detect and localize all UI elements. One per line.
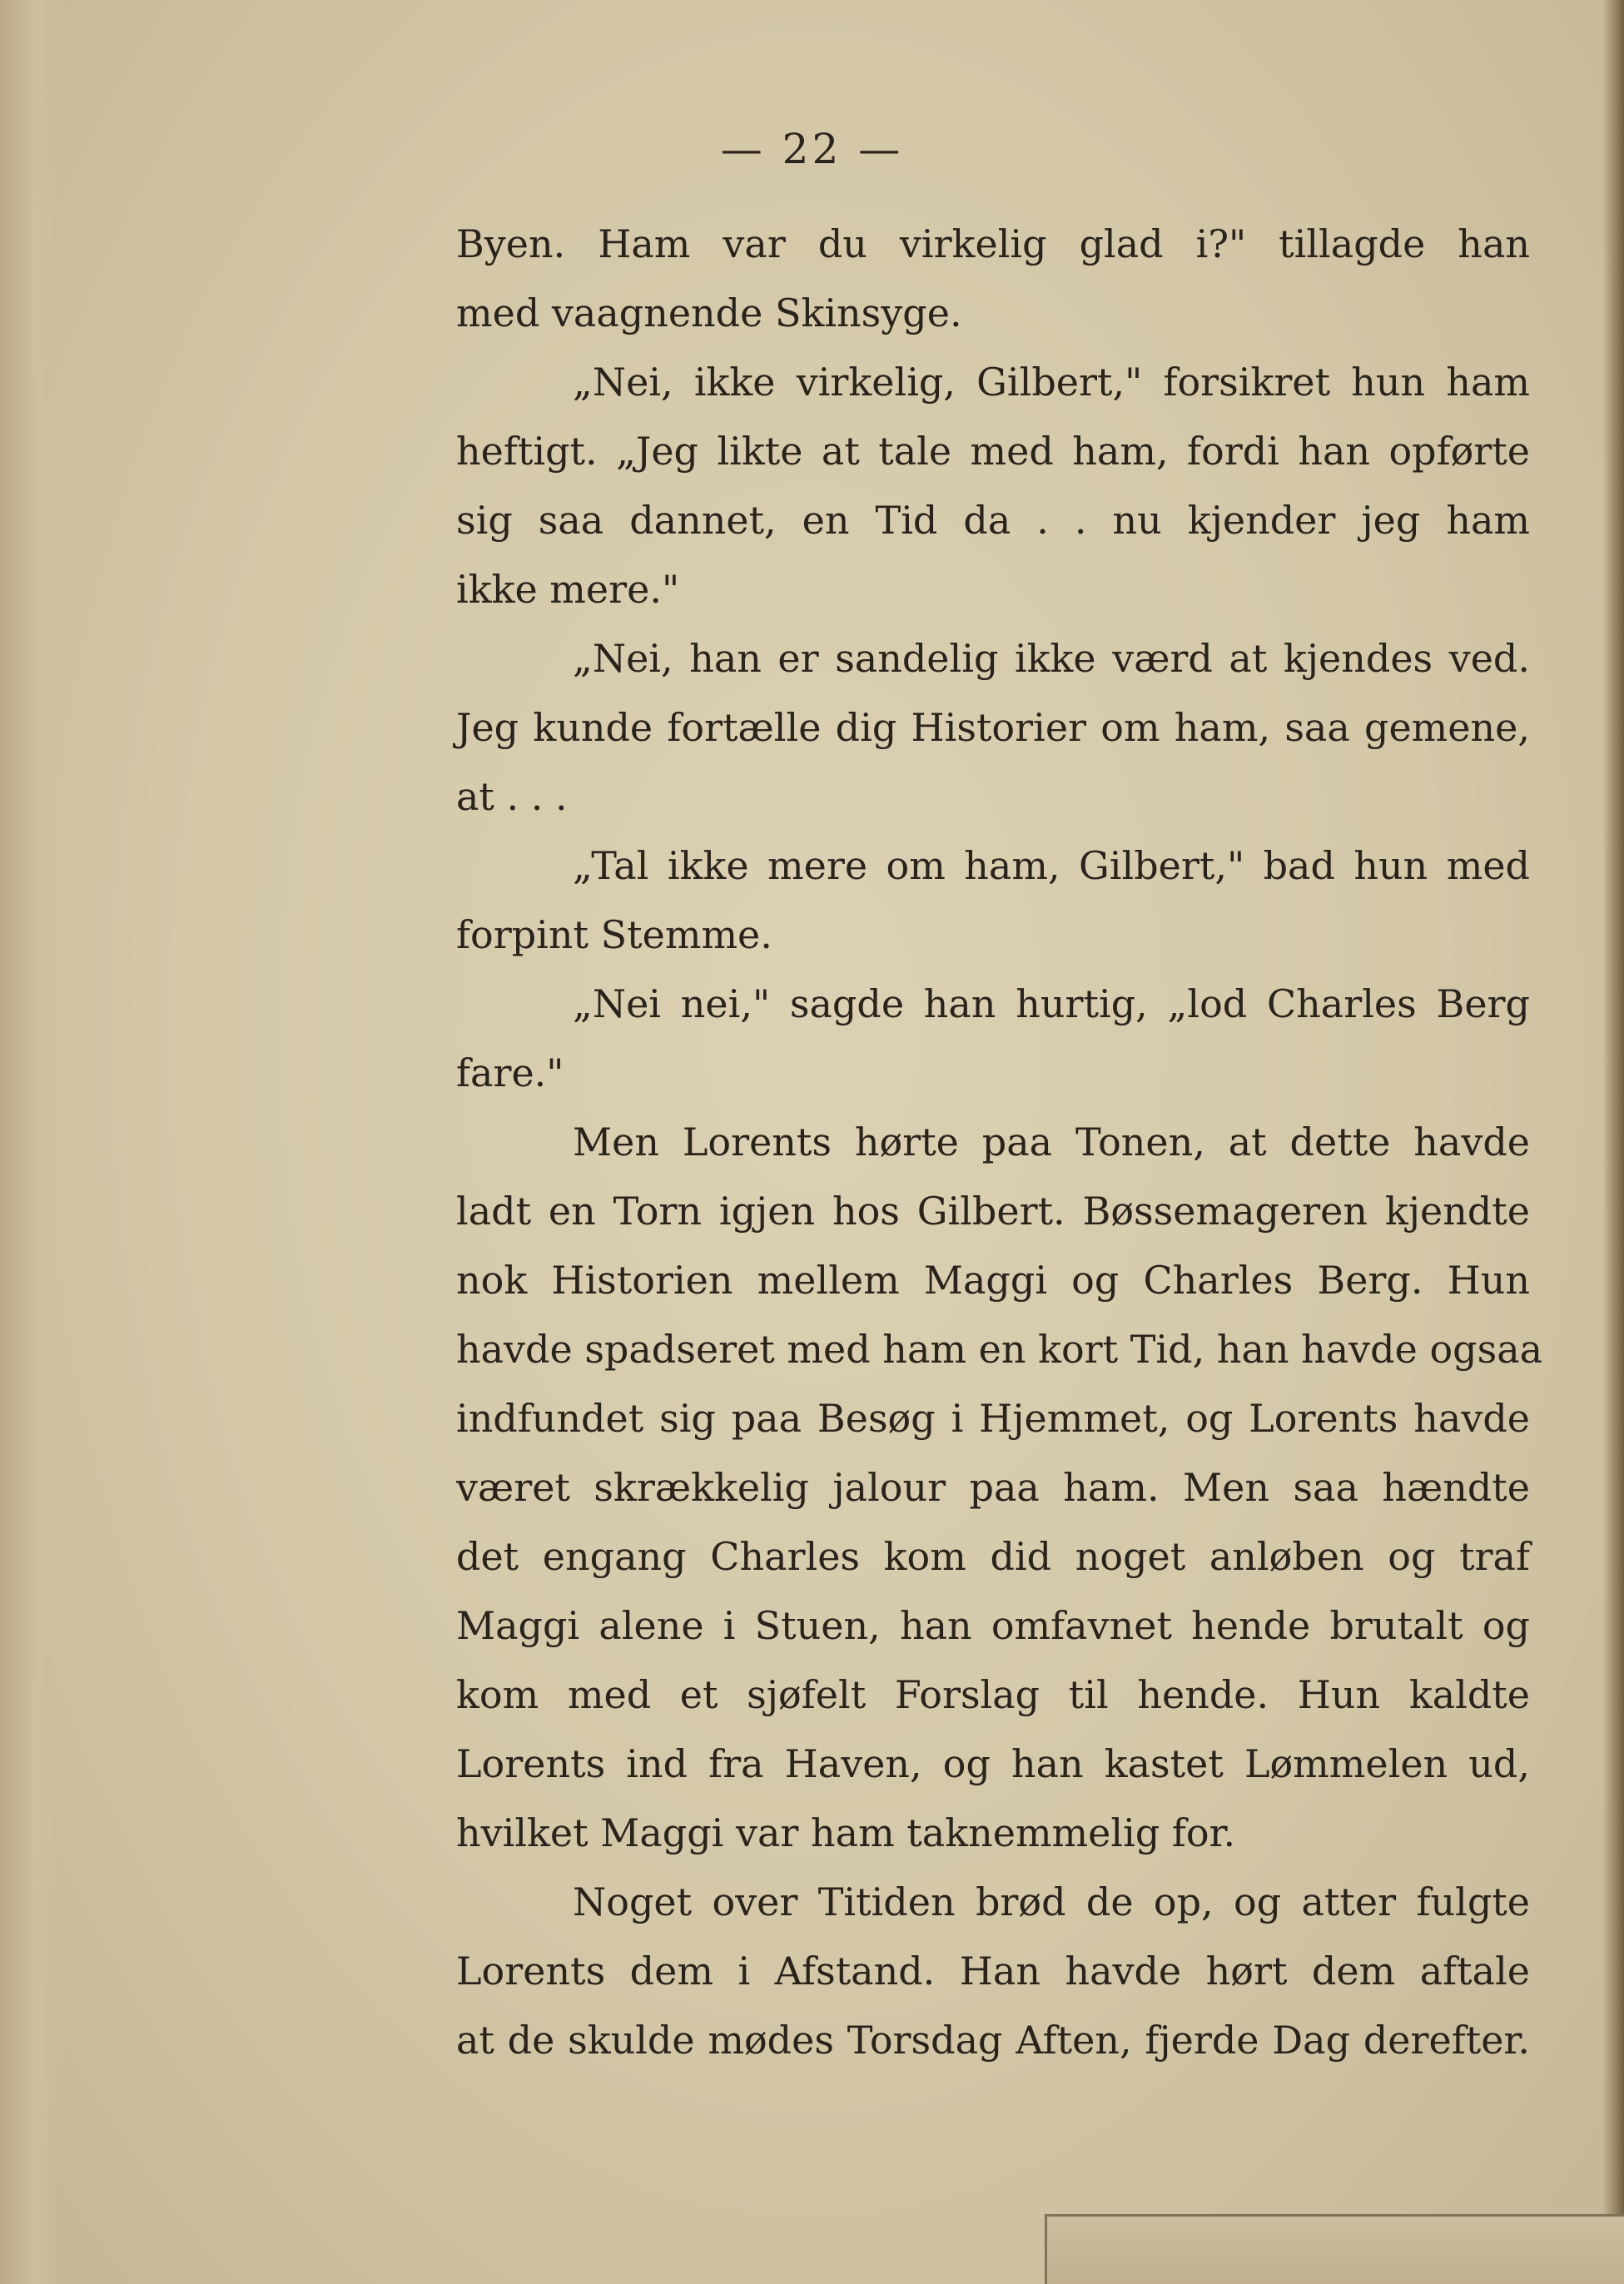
text-line: ladt en Torn igjen hos Gilbert. Bøssemageren kjendte: [456, 1189, 1530, 1234]
text-line: Men Lorents hørte paa Tonen, at dette havde: [573, 1120, 1530, 1164]
text-line: havde spadseret med ham en kort Tid, han havde ogsaa: [456, 1327, 1543, 1372]
text-line: sig saa dannet, en Tid da . . nu kjender jeg ham: [456, 498, 1530, 543]
text-line: Jeg kunde fortælle dig Historier om ham, saa gemene,: [456, 705, 1530, 750]
text-line: „Tal ikke mere om ham, Gilbert," bad hun med: [573, 843, 1530, 888]
text-line: med vaagnende Skinsyge.: [456, 290, 962, 335]
text-line: at . . .: [456, 774, 568, 819]
spine-shadow: [0, 0, 58, 2284]
next-page-edge: [1045, 2214, 1624, 2284]
text-line: ikke mere.": [456, 567, 680, 612]
text-line: „Nei, han er sandelig ikke værd at kjendes ved.: [573, 636, 1530, 681]
text-line: „Nei, ikke virkelig, Gilbert," forsikret hun ham: [573, 360, 1530, 405]
text-line: hvilket Maggi var ham taknemmelig for.: [456, 1810, 1236, 1855]
page-edge: [1602, 0, 1624, 2284]
text-line: det engang Charles kom did noget anløben og traf: [456, 1534, 1530, 1579]
text-line: Noget over Titiden brød de op, og atter fulgte: [573, 1879, 1530, 1924]
text-line: Byen. Ham var du virkelig glad i?" tillagde han: [456, 221, 1530, 266]
body-text: [456, 210, 1543, 2075]
text-line: nok Historien mellem Maggi og Charles Berg. Hun: [456, 1258, 1530, 1303]
text-line: været skrækkelig jalour paa ham. Men saa hændte: [456, 1465, 1530, 1510]
text-line: indfundet sig paa Besøg i Hjemmet, og Lorents havde: [456, 1396, 1530, 1441]
text-line: forpint Stemme.: [456, 912, 772, 957]
text-line: Lorents ind fra Haven, og han kastet Lømmelen ud,: [456, 1741, 1530, 1786]
text-line: fare.": [456, 1050, 564, 1095]
text-line: kom med et sjøfelt Forslag til hende. Hun kaldte: [456, 1672, 1530, 1717]
text-line: „Nei nei," sagde han hurtig, „lod Charles Berg: [573, 981, 1530, 1026]
text-line: Maggi alene i Stuen, han omfavnet hende brutalt og: [456, 1603, 1530, 1648]
text-line: Lorents dem i Afstand. Han havde hørt dem aftale: [456, 1949, 1530, 1994]
text-line: heftigt. „Jeg likte at tale med ham, fordi han opførte: [456, 429, 1530, 474]
text-line: at de skulde mødes Torsdag Aften, fjerde Dag derefter.: [456, 2018, 1530, 2063]
page-number: — 22 —: [720, 125, 904, 173]
